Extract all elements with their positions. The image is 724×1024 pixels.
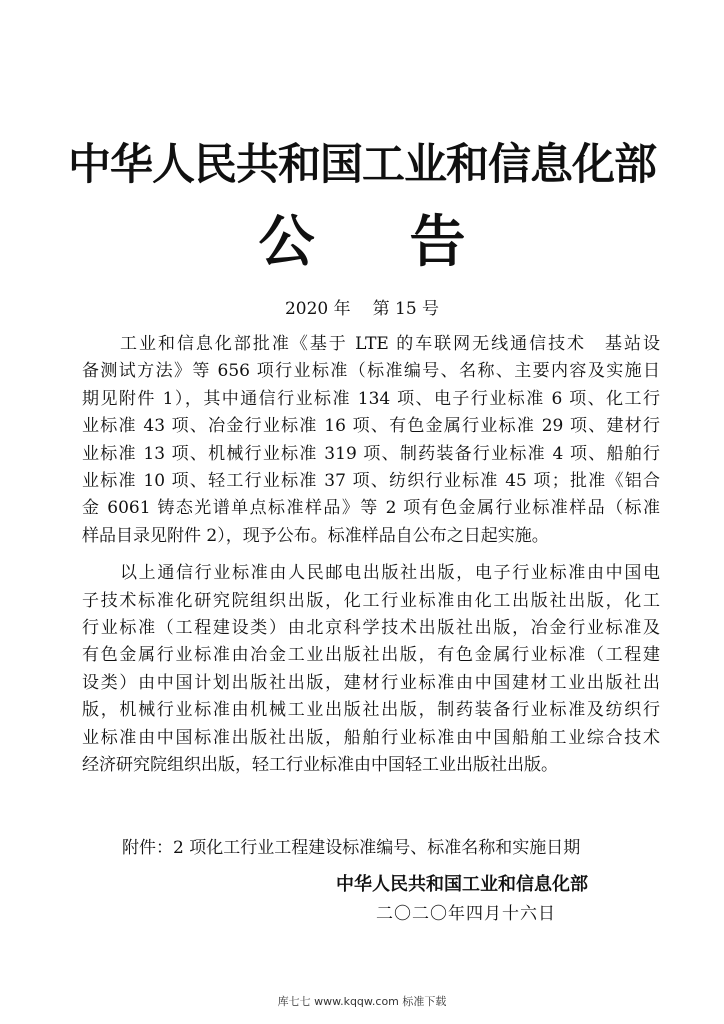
paragraph-line: 期见附件 1），其中通信行业标准 134 项、电子行业标准 6 项、化工行 (82, 388, 660, 409)
document-number (0, 297, 724, 321)
paragraph-line: 样品目录见附件 2），现予公布。标准样品自公布之日起实施。 (82, 525, 549, 546)
subtitle-char-left: 公 (258, 209, 315, 275)
paragraph-line: 有色金属行业标准由冶金工业出版社出版，有色金属行业标准（工程建 (82, 645, 660, 666)
paragraph-line: 业标准 13 项、机械行业标准 319 项、制药装备行业标准 4 项、船舶行 (82, 443, 660, 464)
paragraph-line: 子技术标准化研究院组织出版，化工行业标准由化工出版社出版，化工 (82, 590, 660, 611)
attachment-note: 附件：2 项化工行业工程建设标准编号、标准名称和实施日期 (122, 838, 581, 858)
document-body (82, 331, 660, 780)
paragraph-1 (82, 331, 660, 550)
doc-year: 2020 年 (284, 299, 351, 319)
paragraph-line: 经济研究院组织出版，轻工行业标准由中国轻工业出版社出版。 (82, 755, 558, 776)
paragraph-line: 行业标准（工程建设类）由北京科学技术出版社出版，冶金行业标准及 (82, 618, 660, 639)
footer-watermark: 库七七 www.kqqw.com 标准下载 (277, 995, 447, 1008)
paragraph-line: 金 6061 铸态光谱单点标准样品》等 2 项有色金属行业标准样品（标准 (82, 498, 660, 519)
paragraph-line: 备测试方法》等 656 项行业标准（标准编号、名称、主要内容及实施日 (82, 361, 660, 382)
signer: 中华人民共和国工业和信息化部 (336, 874, 588, 895)
paragraph-line: 以上通信行业标准由人民邮电出版社出版，电子行业标准由中国电 (120, 563, 660, 584)
paragraph-line: 业标准 43 项、冶金行业标准 16 项、有色金属行业标准 29 项、建材行 (82, 416, 660, 437)
doc-issue: 第 15 号 (372, 299, 440, 319)
paragraph-line: 业标准 10 项、轻工行业标准 37 项、纺织行业标准 45 项；批准《铝合 (82, 471, 660, 492)
paragraph-line: 版，机械行业标准由机械工业出版社出版，制药装备行业标准及纺织行 (82, 700, 660, 721)
subtitle-char-right: 告 (409, 209, 466, 275)
issue-date: 二〇二〇年四月十六日 (376, 904, 556, 924)
paragraph-line: 业标准由中国标准出版社出版，船舶行业标准由中国船舶工业综合技术 (82, 727, 660, 748)
paragraph-2 (82, 560, 660, 779)
paragraph-line: 设类）由中国计划出版社出版，建材行业标准由中国建材工业出版社出 (82, 672, 660, 693)
document-title: 中华人民共和国工业和信息化部 (68, 140, 656, 190)
document-subtitle (0, 210, 724, 274)
paragraph-line: 工业和信息化部批准《基于 LTE 的车联网无线通信技术 基站设 (120, 334, 660, 354)
